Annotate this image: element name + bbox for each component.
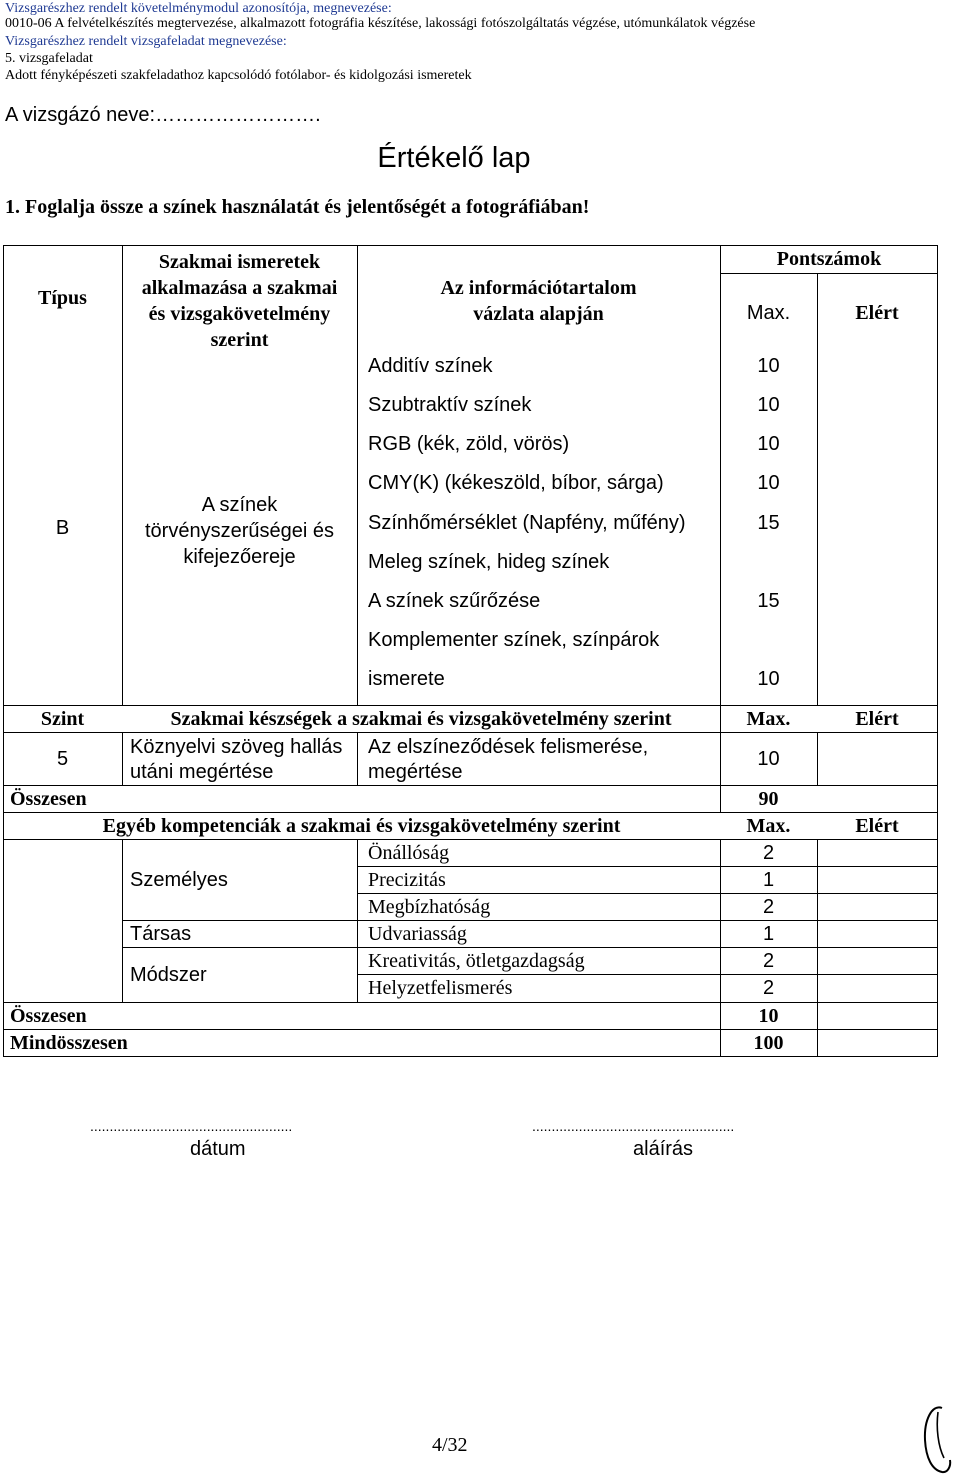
item-max: 15	[757, 512, 780, 534]
competences-achieved-header: Elért	[855, 815, 899, 837]
grand-total-value: 100	[753, 1032, 784, 1054]
task-number: 5. vizsgafeladat	[5, 51, 93, 66]
date-label: dátum	[190, 1138, 246, 1160]
content-outline-header: Az információtartalom vázlata alapján	[440, 277, 637, 325]
task-name: Adott fényképészeti szakfeladathoz kapcsolódó fotólabor- és kidolgozási ismeretek	[5, 68, 472, 83]
type-value: B	[55, 517, 70, 539]
skill-description: Az elszíneződések felismerése, megértése	[368, 736, 649, 783]
competence-name: Udvariasság	[368, 923, 467, 945]
competence-group-social: Társas	[130, 923, 192, 945]
competence-max: 2	[762, 896, 775, 918]
competence-name: Megbízhatóság	[368, 896, 491, 918]
item-max: 10	[757, 668, 780, 690]
item-label: Additív színek	[368, 355, 493, 377]
competences-max-header: Max.	[746, 815, 791, 837]
subtotal-label: Összesen	[10, 788, 87, 810]
grand-total-label: Mindösszesen	[10, 1032, 128, 1054]
competence-max: 1	[762, 869, 775, 891]
competence-max: 2	[762, 977, 775, 999]
competence-max: 2	[762, 950, 775, 972]
competence-name: Precizitás	[368, 869, 446, 891]
competence-group-personal: Személyes	[130, 869, 228, 891]
skill-name: Köznyelvi szöveg hallás utáni megértése	[130, 736, 343, 783]
signature-dotted-line: ....................................................	[532, 1118, 735, 1134]
competence-name: Helyzetfelismerés	[368, 977, 513, 999]
competence-name: Kreativitás, ötletgazdagság	[368, 950, 585, 972]
item-label: Szubtraktív színek	[368, 394, 532, 416]
item-max: 10	[757, 472, 780, 494]
item-label: RGB (kék, zöld, vörös)	[368, 433, 570, 455]
competence-name: Önállóság	[368, 842, 450, 864]
subtotal-label: Összesen	[10, 1005, 87, 1027]
item-label: CMY(K) (kékeszöld, bíbor, sárga)	[368, 472, 664, 494]
item-max: 10	[757, 394, 780, 416]
max-header: Max.	[746, 302, 791, 324]
achieved-header: Elért	[855, 302, 899, 324]
module-name: 0010-06 A felvételkészítés megtervezése, alkalmazott fotográfia készítése, lakossági fotószolgáltatás végzése, utómunkálatok végzése	[5, 16, 756, 31]
skill-max: 10	[757, 748, 780, 770]
date-dotted-line: ....................................................	[90, 1118, 293, 1134]
page-title: Értékelő lap	[377, 142, 531, 174]
question-text: 1. Foglalja össze a színek használatát és jelentőségét a fotográfiában!	[5, 196, 590, 218]
signature-label: aláírás	[633, 1138, 694, 1160]
subtotal-value: 10	[758, 1005, 779, 1027]
item-max: 10	[757, 433, 780, 455]
handwritten-initials-mark	[920, 1400, 956, 1475]
item-max: 15	[757, 590, 780, 612]
item-label: Színhőmérséklet (Napfény, műfény)	[368, 512, 686, 534]
item-label: ismerete	[368, 668, 445, 690]
item-label: Meleg színek, hideg színek	[368, 551, 610, 573]
competences-header: Egyéb kompetenciák a szakmai és vizsgakövetelmény szerint	[102, 815, 621, 837]
candidate-name-line: A vizsgázó neve:…………………….	[5, 104, 321, 126]
type-header: Típus	[38, 287, 87, 309]
item-max: 10	[757, 355, 780, 377]
skill-level: 5	[56, 748, 69, 770]
skills-max-header: Max.	[746, 708, 791, 730]
competence-max: 1	[762, 923, 775, 945]
skills-header: Szakmai készségek a szakmai és vizsgakövetelmény szerint	[170, 708, 672, 730]
task-label: Vizsgarészhez rendelt vizsgafeladat megnevezése:	[5, 34, 287, 49]
module-label: Vizsgarészhez rendelt követelménymodul azonosítója, megnevezése:	[5, 1, 392, 16]
subtotal-value: 90	[758, 788, 779, 810]
page-number: 4/32	[432, 1434, 468, 1456]
points-header: Pontszámok	[776, 248, 882, 270]
level-header: Szint	[40, 708, 85, 730]
competence-group-method: Módszer	[130, 964, 207, 986]
professional-knowledge-header: Szakmai ismeretek alkalmazása a szakmai és vizsgakövetelmény szerint	[141, 251, 338, 351]
competence-max: 2	[762, 842, 775, 864]
item-label: A színek szűrőzése	[368, 590, 541, 612]
skills-achieved-header: Elért	[855, 708, 899, 730]
item-label: Komplementer színek, színpárok	[368, 629, 660, 651]
category-label: A színek törvényszerűségei és kifejezőereje	[145, 494, 334, 568]
